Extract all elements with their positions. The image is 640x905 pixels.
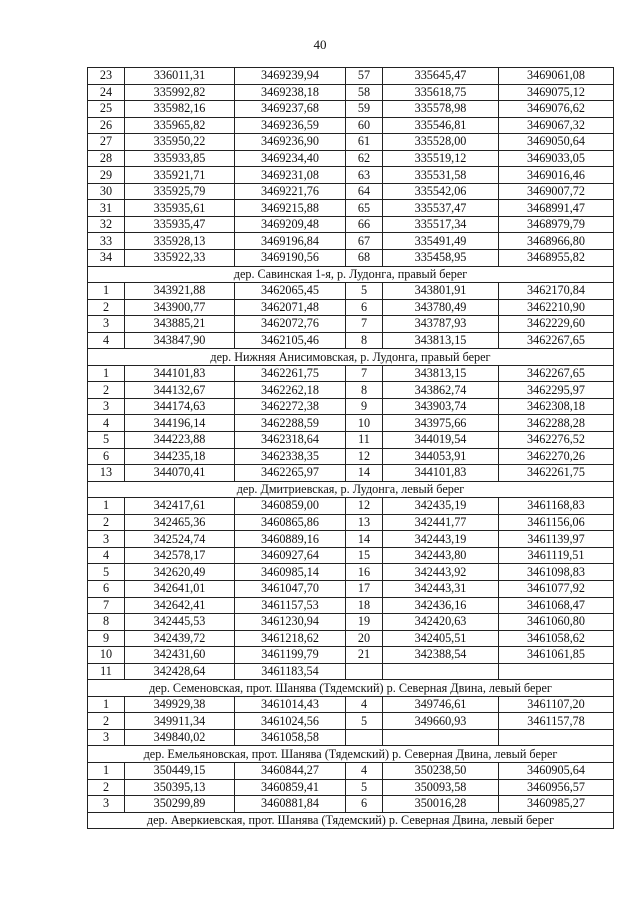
y-coordinate-cell: 3469237,68: [235, 101, 346, 118]
x-coordinate-cell: 342465,36: [125, 514, 235, 531]
x-coordinate-cell: 344132,67: [125, 382, 235, 399]
x-coordinate-cell: 343900,77: [125, 299, 235, 316]
y-coordinate-cell: 3461068,47: [499, 597, 614, 614]
y-coordinate-cell: 3461047,70: [235, 580, 346, 597]
table-row: [88, 597, 614, 614]
point-number-cell: 30: [88, 183, 125, 200]
table-row: [88, 531, 614, 548]
page-number: 40: [313, 37, 327, 52]
point-number-cell: 3: [88, 398, 125, 415]
section-header-row: [88, 746, 614, 763]
y-coordinate-cell: 3469221,76: [235, 183, 346, 200]
point-number-cell: 8: [346, 382, 383, 399]
point-number-cell: 1: [88, 762, 125, 779]
x-coordinate-cell: 335519,12: [383, 150, 499, 167]
point-number-cell: 15: [346, 547, 383, 564]
x-coordinate-cell: 350016,28: [383, 796, 499, 813]
point-number-cell: 6: [346, 299, 383, 316]
section-title: дер. Дмитриевская, р. Лудонга, левый берег: [88, 481, 614, 498]
coordinates-table: [87, 67, 614, 829]
x-coordinate-cell: 344053,91: [383, 448, 499, 465]
y-coordinate-cell: 3462276,52: [499, 432, 614, 449]
point-number-cell: 23: [88, 68, 125, 85]
y-coordinate-cell: 3461157,53: [235, 597, 346, 614]
section-title: дер. Савинская 1-я, р. Лудонга, правый берег: [88, 266, 614, 283]
y-coordinate-cell: 3462261,75: [499, 465, 614, 482]
point-number-cell: 25: [88, 101, 125, 118]
x-coordinate-cell: 342641,01: [125, 580, 235, 597]
x-coordinate-cell: 350395,13: [125, 779, 235, 796]
y-coordinate-cell: 3462229,60: [499, 316, 614, 333]
point-number-cell: 62: [346, 150, 383, 167]
table-row: [88, 580, 614, 597]
table-row: [88, 663, 614, 680]
y-coordinate-cell: 3469075,12: [499, 84, 614, 101]
point-number-cell: 8: [88, 614, 125, 631]
x-coordinate-cell: 343787,93: [383, 316, 499, 333]
x-coordinate-cell: 335992,82: [125, 84, 235, 101]
point-number-cell: 5: [346, 713, 383, 730]
point-number-cell: 5: [346, 283, 383, 300]
table-row: [88, 762, 614, 779]
x-coordinate-cell: 350093,58: [383, 779, 499, 796]
point-number-cell: 5: [88, 564, 125, 581]
y-coordinate-cell: 3469238,18: [235, 84, 346, 101]
x-coordinate-cell: 342439,72: [125, 630, 235, 647]
x-coordinate-cell: [383, 729, 499, 746]
section-header-row: [88, 812, 614, 829]
y-coordinate-cell: 3469033,05: [499, 150, 614, 167]
point-number-cell: 5: [346, 779, 383, 796]
y-coordinate-cell: 3461119,51: [499, 547, 614, 564]
x-coordinate-cell: 342417,61: [125, 498, 235, 515]
y-coordinate-cell: 3468966,80: [499, 233, 614, 250]
point-number-cell: 11: [88, 663, 125, 680]
x-coordinate-cell: 349929,38: [125, 696, 235, 713]
table-row: [88, 200, 614, 217]
point-number-cell: 66: [346, 216, 383, 233]
x-coordinate-cell: 343885,21: [125, 316, 235, 333]
y-coordinate-cell: 3468979,79: [499, 216, 614, 233]
point-number-cell: 16: [346, 564, 383, 581]
y-coordinate-cell: 3469215,88: [235, 200, 346, 217]
x-coordinate-cell: 335517,34: [383, 216, 499, 233]
y-coordinate-cell: 3461139,97: [499, 531, 614, 548]
x-coordinate-cell: 342388,54: [383, 647, 499, 664]
x-coordinate-cell: 342441,77: [383, 514, 499, 531]
table-row: [88, 167, 614, 184]
x-coordinate-cell: 343847,90: [125, 332, 235, 349]
y-coordinate-cell: 3461199,79: [235, 647, 346, 664]
point-number-cell: 19: [346, 614, 383, 631]
point-number-cell: 21: [346, 647, 383, 664]
point-number-cell: 11: [346, 432, 383, 449]
point-number-cell: 59: [346, 101, 383, 118]
x-coordinate-cell: 335965,82: [125, 117, 235, 134]
point-number-cell: 2: [88, 382, 125, 399]
y-coordinate-cell: 3462318,64: [235, 432, 346, 449]
x-coordinate-cell: 342443,19: [383, 531, 499, 548]
y-coordinate-cell: 3468991,47: [499, 200, 614, 217]
y-coordinate-cell: 3469236,59: [235, 117, 346, 134]
x-coordinate-cell: 342443,31: [383, 580, 499, 597]
x-coordinate-cell: 335935,47: [125, 216, 235, 233]
x-coordinate-cell: 344235,18: [125, 448, 235, 465]
point-number-cell: 4: [346, 696, 383, 713]
y-coordinate-cell: 3462262,18: [235, 382, 346, 399]
y-coordinate-cell: 3462261,75: [235, 365, 346, 382]
point-number-cell: 60: [346, 117, 383, 134]
point-number-cell: 1: [88, 498, 125, 515]
x-coordinate-cell: 342578,17: [125, 547, 235, 564]
point-number-cell: 26: [88, 117, 125, 134]
point-number-cell: 2: [88, 299, 125, 316]
point-number-cell: 20: [346, 630, 383, 647]
y-coordinate-cell: 3460956,57: [499, 779, 614, 796]
point-number-cell: 7: [346, 365, 383, 382]
y-coordinate-cell: 3461218,62: [235, 630, 346, 647]
section-header-row: [88, 481, 614, 498]
table-row: [88, 713, 614, 730]
table-row: [88, 316, 614, 333]
point-number-cell: 27: [88, 134, 125, 151]
point-number-cell: 64: [346, 183, 383, 200]
point-number-cell: 63: [346, 167, 383, 184]
table-row: [88, 448, 614, 465]
point-number-cell: 3: [88, 316, 125, 333]
x-coordinate-cell: 342443,80: [383, 547, 499, 564]
x-coordinate-cell: 344070,41: [125, 465, 235, 482]
point-number-cell: 12: [346, 498, 383, 515]
table-row: [88, 134, 614, 151]
y-coordinate-cell: 3462270,26: [499, 448, 614, 465]
table-row: [88, 283, 614, 300]
point-number-cell: 13: [88, 465, 125, 482]
table-row: [88, 514, 614, 531]
y-coordinate-cell: 3460844,27: [235, 762, 346, 779]
point-number-cell: 9: [88, 630, 125, 647]
y-coordinate-cell: 3469050,64: [499, 134, 614, 151]
section-header-row: [88, 349, 614, 366]
y-coordinate-cell: 3462267,65: [499, 365, 614, 382]
y-coordinate-cell: 3462065,45: [235, 283, 346, 300]
point-number-cell: 1: [88, 696, 125, 713]
table-row: [88, 498, 614, 515]
point-number-cell: 68: [346, 250, 383, 267]
y-coordinate-cell: 3460889,16: [235, 531, 346, 548]
y-coordinate-cell: 3469239,94: [235, 68, 346, 85]
x-coordinate-cell: 343975,66: [383, 415, 499, 432]
y-coordinate-cell: 3462338,35: [235, 448, 346, 465]
table-row: [88, 183, 614, 200]
x-coordinate-cell: 342443,92: [383, 564, 499, 581]
y-coordinate-cell: 3462210,90: [499, 299, 614, 316]
y-coordinate-cell: 3462295,97: [499, 382, 614, 399]
x-coordinate-cell: 335578,98: [383, 101, 499, 118]
point-number-cell: 18: [346, 597, 383, 614]
y-coordinate-cell: 3462272,38: [235, 398, 346, 415]
x-coordinate-cell: 343813,15: [383, 332, 499, 349]
point-number-cell: 57: [346, 68, 383, 85]
x-coordinate-cell: 335645,47: [383, 68, 499, 85]
y-coordinate-cell: 3461157,78: [499, 713, 614, 730]
y-coordinate-cell: 3461107,20: [499, 696, 614, 713]
x-coordinate-cell: 335531,58: [383, 167, 499, 184]
point-number-cell: 7: [88, 597, 125, 614]
y-coordinate-cell: 3462170,84: [499, 283, 614, 300]
y-coordinate-cell: 3461024,56: [235, 713, 346, 730]
x-coordinate-cell: 342435,19: [383, 498, 499, 515]
point-number-cell: 1: [88, 283, 125, 300]
point-number-cell: 3: [88, 796, 125, 813]
y-coordinate-cell: 3469231,08: [235, 167, 346, 184]
point-number-cell: 4: [88, 415, 125, 432]
point-number-cell: 2: [88, 713, 125, 730]
y-coordinate-cell: 3469234,40: [235, 150, 346, 167]
y-coordinate-cell: 3460865,86: [235, 514, 346, 531]
y-coordinate-cell: 3461061,85: [499, 647, 614, 664]
point-number-cell: 34: [88, 250, 125, 267]
x-coordinate-cell: 335922,33: [125, 250, 235, 267]
table-row: [88, 150, 614, 167]
y-coordinate-cell: 3460859,41: [235, 779, 346, 796]
y-coordinate-cell: 3468955,82: [499, 250, 614, 267]
y-coordinate-cell: 3461230,94: [235, 614, 346, 631]
y-coordinate-cell: 3469067,32: [499, 117, 614, 134]
x-coordinate-cell: 350299,89: [125, 796, 235, 813]
point-number-cell: 29: [88, 167, 125, 184]
y-coordinate-cell: 3460985,27: [499, 796, 614, 813]
table-row: [88, 647, 614, 664]
point-number-cell: 3: [88, 531, 125, 548]
coordinates-table-body: [88, 68, 614, 829]
point-number-cell: 33: [88, 233, 125, 250]
y-coordinate-cell: 3462071,48: [235, 299, 346, 316]
x-coordinate-cell: 335546,81: [383, 117, 499, 134]
y-coordinate-cell: 3462072,76: [235, 316, 346, 333]
x-coordinate-cell: 343813,15: [383, 365, 499, 382]
section-title: дер. Семеновская, прот. Шанява (Тядемский) р. Северная Двина, левый берег: [88, 680, 614, 697]
y-coordinate-cell: 3461168,83: [499, 498, 614, 515]
x-coordinate-cell: 342524,74: [125, 531, 235, 548]
y-coordinate-cell: 3461183,54: [235, 663, 346, 680]
x-coordinate-cell: 335925,79: [125, 183, 235, 200]
y-coordinate-cell: 3460881,84: [235, 796, 346, 813]
x-coordinate-cell: 342431,60: [125, 647, 235, 664]
point-number-cell: 5: [88, 432, 125, 449]
y-coordinate-cell: 3460927,64: [235, 547, 346, 564]
x-coordinate-cell: 344174,63: [125, 398, 235, 415]
point-number-cell: 13: [346, 514, 383, 531]
table-row: [88, 382, 614, 399]
y-coordinate-cell: 3462265,97: [235, 465, 346, 482]
point-number-cell: 58: [346, 84, 383, 101]
table-row: [88, 696, 614, 713]
y-coordinate-cell: 3460905,64: [499, 762, 614, 779]
table-row: [88, 117, 614, 134]
point-number-cell: 6: [346, 796, 383, 813]
x-coordinate-cell: 349746,61: [383, 696, 499, 713]
y-coordinate-cell: 3460859,00: [235, 498, 346, 515]
point-number-cell: 4: [346, 762, 383, 779]
x-coordinate-cell: 349660,93: [383, 713, 499, 730]
point-number-cell: 2: [88, 514, 125, 531]
y-coordinate-cell: 3469236,90: [235, 134, 346, 151]
x-coordinate-cell: 335491,49: [383, 233, 499, 250]
table-row: [88, 68, 614, 85]
x-coordinate-cell: 342405,51: [383, 630, 499, 647]
table-row: [88, 332, 614, 349]
y-coordinate-cell: 3469016,46: [499, 167, 614, 184]
y-coordinate-cell: 3469190,56: [235, 250, 346, 267]
y-coordinate-cell: 3469209,48: [235, 216, 346, 233]
y-coordinate-cell: 3460985,14: [235, 564, 346, 581]
y-coordinate-cell: 3469076,62: [499, 101, 614, 118]
y-coordinate-cell: [499, 729, 614, 746]
y-coordinate-cell: 3469007,72: [499, 183, 614, 200]
section-header-row: [88, 266, 614, 283]
point-number-cell: 24: [88, 84, 125, 101]
y-coordinate-cell: 3461060,80: [499, 614, 614, 631]
point-number-cell: 61: [346, 134, 383, 151]
point-number-cell: 67: [346, 233, 383, 250]
point-number-cell: 9: [346, 398, 383, 415]
x-coordinate-cell: 344196,14: [125, 415, 235, 432]
table-row: [88, 465, 614, 482]
point-number-cell: 6: [88, 580, 125, 597]
table-row: [88, 233, 614, 250]
point-number-cell: 32: [88, 216, 125, 233]
y-coordinate-cell: 3469061,08: [499, 68, 614, 85]
x-coordinate-cell: 335933,85: [125, 150, 235, 167]
x-coordinate-cell: 335528,00: [383, 134, 499, 151]
x-coordinate-cell: 335950,22: [125, 134, 235, 151]
x-coordinate-cell: 344223,88: [125, 432, 235, 449]
x-coordinate-cell: 349840,02: [125, 729, 235, 746]
x-coordinate-cell: 335935,61: [125, 200, 235, 217]
x-coordinate-cell: [383, 663, 499, 680]
table-row: [88, 432, 614, 449]
x-coordinate-cell: 343903,74: [383, 398, 499, 415]
x-coordinate-cell: 342445,53: [125, 614, 235, 631]
point-number-cell: 8: [346, 332, 383, 349]
y-coordinate-cell: 3462308,18: [499, 398, 614, 415]
x-coordinate-cell: 344101,83: [125, 365, 235, 382]
table-row: [88, 398, 614, 415]
x-coordinate-cell: 335928,13: [125, 233, 235, 250]
x-coordinate-cell: 343801,91: [383, 283, 499, 300]
table-row: [88, 630, 614, 647]
point-number-cell: 14: [346, 531, 383, 548]
x-coordinate-cell: 342428,64: [125, 663, 235, 680]
table-row: [88, 101, 614, 118]
table-row: [88, 84, 614, 101]
y-coordinate-cell: 3461014,43: [235, 696, 346, 713]
point-number-cell: 3: [88, 729, 125, 746]
x-coordinate-cell: 335458,95: [383, 250, 499, 267]
table-row: [88, 547, 614, 564]
y-coordinate-cell: 3461058,58: [235, 729, 346, 746]
x-coordinate-cell: 343921,88: [125, 283, 235, 300]
table-row: [88, 216, 614, 233]
y-coordinate-cell: 3462288,28: [499, 415, 614, 432]
x-coordinate-cell: 350238,50: [383, 762, 499, 779]
table-row: [88, 564, 614, 581]
x-coordinate-cell: 342436,16: [383, 597, 499, 614]
point-number-cell: 6: [88, 448, 125, 465]
table-row: [88, 614, 614, 631]
section-header-row: [88, 680, 614, 697]
point-number-cell: 4: [88, 332, 125, 349]
point-number-cell: 10: [88, 647, 125, 664]
point-number-cell: 31: [88, 200, 125, 217]
x-coordinate-cell: 344019,54: [383, 432, 499, 449]
point-number-cell: 12: [346, 448, 383, 465]
table-row: [88, 779, 614, 796]
x-coordinate-cell: 336011,31: [125, 68, 235, 85]
y-coordinate-cell: [499, 663, 614, 680]
table-row: [88, 729, 614, 746]
point-number-cell: 1: [88, 365, 125, 382]
x-coordinate-cell: 349911,34: [125, 713, 235, 730]
point-number-cell: [346, 663, 383, 680]
x-coordinate-cell: 342620,49: [125, 564, 235, 581]
table-row: [88, 365, 614, 382]
section-title: дер. Емельяновская, прот. Шанява (Тядемский) р. Северная Двина, левый берег: [88, 746, 614, 763]
section-title: дер. Аверкиевская, прот. Шанява (Тядемский) р. Северная Двина, левый берег: [88, 812, 614, 829]
x-coordinate-cell: 342642,41: [125, 597, 235, 614]
y-coordinate-cell: 3461098,83: [499, 564, 614, 581]
y-coordinate-cell: 3461156,06: [499, 514, 614, 531]
x-coordinate-cell: 344101,83: [383, 465, 499, 482]
x-coordinate-cell: 335982,16: [125, 101, 235, 118]
x-coordinate-cell: 343862,74: [383, 382, 499, 399]
y-coordinate-cell: 3462105,46: [235, 332, 346, 349]
x-coordinate-cell: 350449,15: [125, 762, 235, 779]
y-coordinate-cell: 3462267,65: [499, 332, 614, 349]
y-coordinate-cell: 3469196,84: [235, 233, 346, 250]
point-number-cell: 28: [88, 150, 125, 167]
point-number-cell: 4: [88, 547, 125, 564]
x-coordinate-cell: 343780,49: [383, 299, 499, 316]
point-number-cell: 10: [346, 415, 383, 432]
table-row: [88, 250, 614, 267]
y-coordinate-cell: 3461077,92: [499, 580, 614, 597]
x-coordinate-cell: 342420,63: [383, 614, 499, 631]
point-number-cell: 7: [346, 316, 383, 333]
point-number-cell: [346, 729, 383, 746]
table-row: [88, 299, 614, 316]
x-coordinate-cell: 335618,75: [383, 84, 499, 101]
y-coordinate-cell: 3462288,59: [235, 415, 346, 432]
point-number-cell: 17: [346, 580, 383, 597]
table-row: [88, 796, 614, 813]
x-coordinate-cell: 335542,06: [383, 183, 499, 200]
section-title: дер. Нижняя Анисимовская, р. Лудонга, правый берег: [88, 349, 614, 366]
x-coordinate-cell: 335537,47: [383, 200, 499, 217]
x-coordinate-cell: 335921,71: [125, 167, 235, 184]
point-number-cell: 2: [88, 779, 125, 796]
point-number-cell: 14: [346, 465, 383, 482]
point-number-cell: 65: [346, 200, 383, 217]
y-coordinate-cell: 3461058,62: [499, 630, 614, 647]
table-row: [88, 415, 614, 432]
